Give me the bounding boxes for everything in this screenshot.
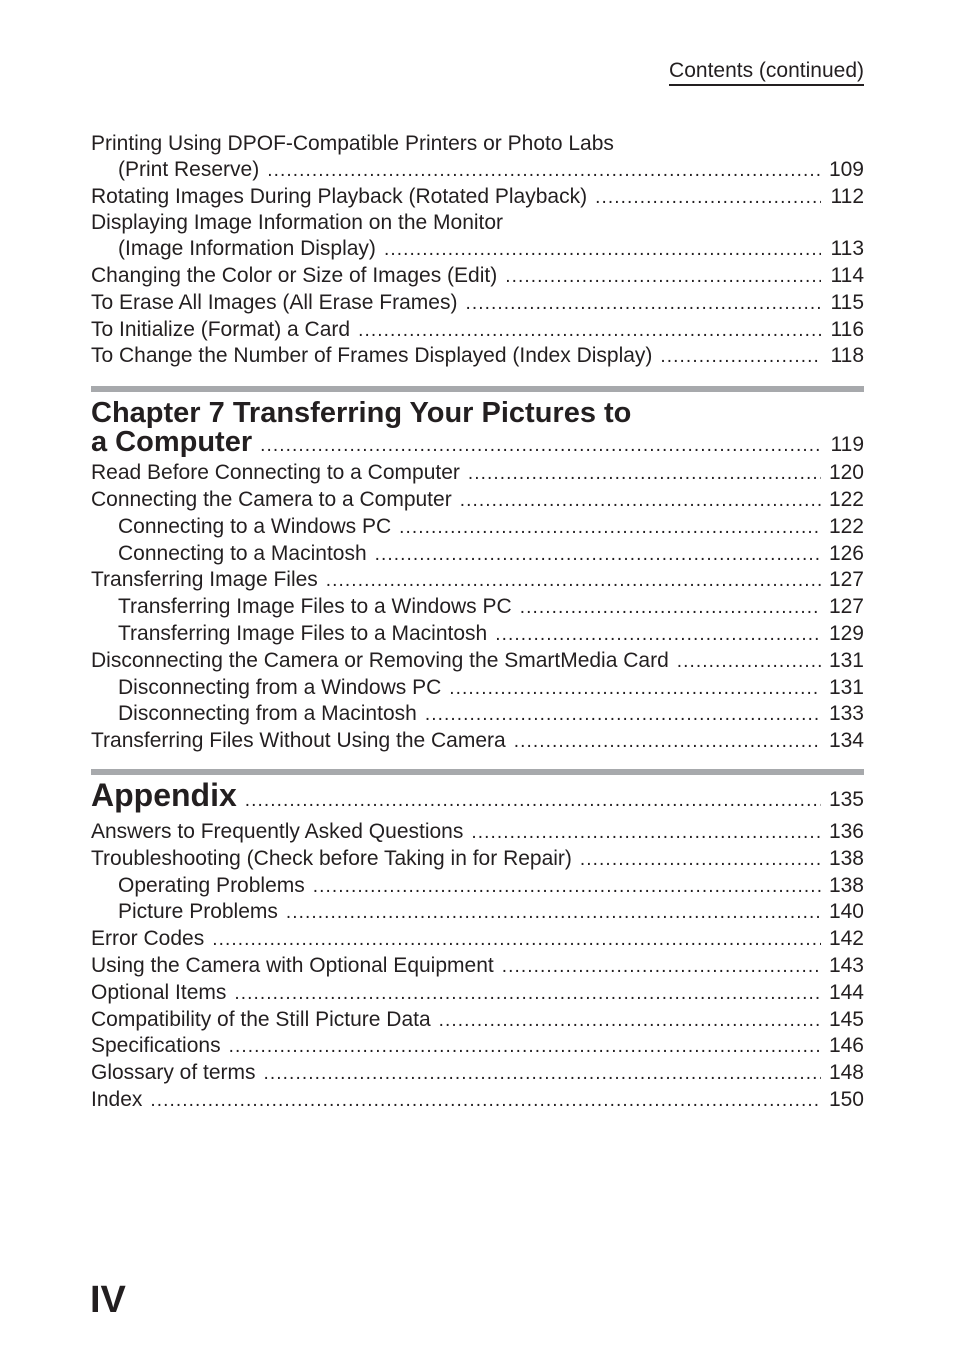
- toc-entry-title: Specifications: [91, 1034, 221, 1058]
- toc-page-number: 118: [830, 344, 864, 368]
- toc-entry-title: Glossary of terms: [91, 1061, 256, 1085]
- toc-entry-title: Connecting the Camera to a Computer: [91, 487, 452, 511]
- toc-entry[interactable]: [91, 701, 864, 728]
- toc-entry[interactable]: [91, 648, 864, 675]
- toc-entry[interactable]: [91, 343, 864, 370]
- toc-entry[interactable]: [91, 290, 864, 317]
- dot-leader: [471, 820, 821, 846]
- dot-leader: [514, 729, 821, 755]
- toc-entry-title: Connecting to a Macintosh: [118, 541, 367, 565]
- dot-leader: [267, 158, 821, 184]
- dot-leader: [495, 622, 821, 648]
- toc-page-number: 146: [828, 1034, 864, 1058]
- toc-entry-title: Error Codes: [91, 927, 205, 951]
- toc-entry[interactable]: [91, 1087, 864, 1114]
- toc-page-number: 119: [830, 433, 864, 457]
- dot-leader: [384, 237, 821, 263]
- toc-entry[interactable]: [91, 621, 864, 648]
- chapter-heading-title: a Computer: [91, 426, 253, 459]
- toc-entry-title: Disconnecting from a Windows PC: [118, 675, 442, 699]
- chapter-heading[interactable]: Chapter 7 Transferring Your Pictures to: [91, 397, 632, 430]
- toc-entry[interactable]: [91, 980, 864, 1007]
- dot-leader: [439, 1008, 821, 1034]
- toc-page-number: 133: [828, 702, 864, 726]
- toc-entry[interactable]: [91, 210, 864, 236]
- toc-entry[interactable]: [91, 594, 864, 621]
- dot-leader: [234, 981, 821, 1007]
- table-of-contents: [91, 131, 864, 1114]
- toc-entry[interactable]: [91, 236, 864, 263]
- toc-entry-title: Operating Problems: [118, 873, 305, 897]
- dot-leader: [449, 676, 821, 702]
- toc-entry-title: Rotating Images During Playback (Rotated Playback): [91, 184, 588, 208]
- toc-entry-title: To Erase All Images (All Erase Frames): [91, 290, 458, 314]
- toc-entry[interactable]: [91, 846, 864, 873]
- toc-entry[interactable]: [91, 675, 864, 702]
- dot-leader: [212, 927, 821, 953]
- toc-page-number: 127: [828, 568, 864, 592]
- toc-page-number: 115: [830, 290, 864, 314]
- dot-leader: [660, 344, 821, 370]
- toc-page-number: 122: [828, 514, 864, 538]
- toc-entry-title: Read Before Connecting to a Computer: [91, 461, 460, 485]
- toc-entry[interactable]: [91, 263, 864, 290]
- dot-leader: [375, 542, 821, 568]
- toc-entry-title: Answers to Frequently Asked Questions: [91, 819, 464, 843]
- toc-page-number: 131: [828, 675, 864, 699]
- chapter-heading-continued[interactable]: [91, 428, 864, 460]
- toc-page-number: 131: [828, 648, 864, 672]
- toc-page-number: 148: [828, 1061, 864, 1085]
- page-folio: IV: [90, 1279, 126, 1321]
- toc-entry[interactable]: [91, 460, 864, 487]
- dot-leader: [260, 432, 821, 460]
- dot-leader: [229, 1034, 821, 1060]
- dot-leader: [465, 291, 821, 317]
- toc-page-number: 134: [828, 729, 864, 753]
- toc-entry-title: Disconnecting from a Macintosh: [118, 702, 417, 726]
- dot-leader: [286, 900, 821, 926]
- toc-entry-title: (Print Reserve): [118, 157, 260, 181]
- toc-entry-title: Transferring Files Without Using the Camera: [91, 729, 506, 753]
- toc-entry[interactable]: [91, 487, 864, 514]
- appendix-heading[interactable]: [91, 777, 864, 819]
- appendix-heading-title: Appendix: [91, 776, 237, 813]
- dot-leader: [313, 874, 821, 900]
- dot-leader: [358, 318, 821, 344]
- toc-entry[interactable]: [91, 317, 864, 344]
- toc-entry-title: Optional Items: [91, 980, 227, 1004]
- toc-page-number: 129: [828, 621, 864, 645]
- toc-page-number: 138: [828, 873, 864, 897]
- toc-entry-title: Troubleshooting (Check before Taking in for Repair): [91, 846, 572, 870]
- toc-entry[interactable]: [91, 567, 864, 594]
- dot-leader: [399, 515, 821, 541]
- toc-page-number: 126: [828, 541, 864, 565]
- toc-page-number: 138: [828, 846, 864, 870]
- dot-leader: [150, 1088, 821, 1114]
- toc-entry[interactable]: [91, 953, 864, 980]
- toc-page-number: 113: [830, 237, 864, 261]
- toc-entry[interactable]: [91, 541, 864, 568]
- dot-leader: [460, 488, 821, 514]
- toc-entry[interactable]: [91, 514, 864, 541]
- running-head: Contents (continued): [669, 58, 864, 86]
- dot-leader: [580, 847, 821, 873]
- dot-leader: [520, 595, 821, 621]
- dot-leader: [677, 649, 821, 675]
- dot-leader: [505, 264, 821, 290]
- toc-entry[interactable]: [91, 873, 864, 900]
- toc-page-number: 127: [828, 595, 864, 619]
- toc-entry-title: Printing Using DPOF-Compatible Printers or Photo Labs: [91, 132, 614, 155]
- toc-entry[interactable]: [91, 926, 864, 953]
- toc-entry-title: Displaying Image Information on the Monitor: [91, 211, 504, 235]
- toc-entry-title: Connecting to a Windows PC: [118, 514, 392, 538]
- dot-leader: [245, 783, 821, 819]
- toc-entry-title: Transferring Image Files: [91, 568, 318, 592]
- toc-page-number: 150: [828, 1087, 864, 1111]
- toc-page-number: 135: [828, 787, 864, 811]
- toc-page-number: 140: [828, 900, 864, 924]
- dot-leader: [595, 185, 821, 211]
- toc-entry[interactable]: [91, 728, 864, 755]
- toc-entry-title: Index: [91, 1087, 143, 1111]
- toc-entry[interactable]: [91, 1033, 864, 1060]
- toc-entry-title: Using the Camera with Optional Equipment: [91, 953, 494, 977]
- toc-entry-title: To Change the Number of Frames Displayed (Index Display): [91, 344, 653, 368]
- toc-entry-title: Compatibility of the Still Picture Data: [91, 1007, 431, 1031]
- section-divider: [91, 769, 864, 775]
- toc-page-number: 116: [830, 317, 864, 341]
- toc-entry[interactable]: [91, 899, 864, 926]
- toc-entry[interactable]: [91, 819, 864, 846]
- toc-page-number: 120: [828, 461, 864, 485]
- toc-entry-title: Disconnecting the Camera or Removing the SmartMedia Card: [91, 648, 669, 672]
- dot-leader: [264, 1061, 821, 1087]
- toc-page-number: 112: [830, 184, 864, 208]
- dot-leader: [468, 461, 821, 487]
- section-divider: [91, 386, 864, 392]
- toc-entry-title: (Image Information Display): [118, 237, 376, 261]
- toc-page-number: 142: [828, 927, 864, 951]
- toc-entry-title: Transferring Image Files to a Macintosh: [118, 621, 488, 645]
- toc-entry[interactable]: [91, 1060, 864, 1087]
- toc-entry[interactable]: [91, 157, 864, 184]
- toc-entry[interactable]: [91, 131, 864, 157]
- toc-page-number: 144: [828, 980, 864, 1004]
- toc-entry-title: Transferring Image Files to a Windows PC: [118, 595, 512, 619]
- toc-page-number: 109: [828, 157, 864, 181]
- dot-leader: [502, 954, 821, 980]
- toc-page-number: 122: [828, 487, 864, 511]
- toc-entry[interactable]: [91, 1007, 864, 1034]
- toc-entry-title: To Initialize (Format) a Card: [91, 317, 351, 341]
- toc-entry-title: Changing the Color or Size of Images (Edit): [91, 263, 498, 287]
- toc-entry-title: Picture Problems: [118, 900, 278, 924]
- dot-leader: [326, 568, 821, 594]
- toc-page-number: 136: [828, 819, 864, 843]
- toc-page-number: 114: [830, 263, 864, 287]
- toc-page-number: 145: [828, 1007, 864, 1031]
- dot-leader: [425, 702, 821, 728]
- toc-page-number: 143: [828, 953, 864, 977]
- toc-entry[interactable]: [91, 184, 864, 211]
